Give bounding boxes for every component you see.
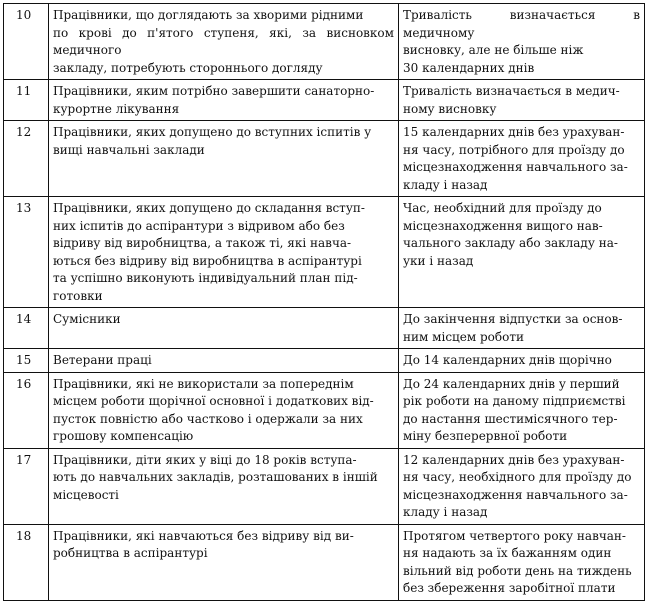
worker-category: Працівники, яких допущено до вступних іспитів у вищі навчальні заклади <box>49 121 399 197</box>
row-number: 10 <box>4 4 49 80</box>
leave-duration: До 14 календарних днів щорічно <box>399 349 645 373</box>
table-row <box>4 349 645 373</box>
worker-category: Сумісники <box>49 308 399 349</box>
row-number: 14 <box>4 308 49 349</box>
row-number: 13 <box>4 197 49 308</box>
leave-table <box>3 3 645 601</box>
row-number: 12 <box>4 121 49 197</box>
row-number: 15 <box>4 349 49 373</box>
table-row <box>4 448 645 524</box>
worker-category: Працівники, які не використали за попереднім місцем роботи щорічної основної і додаткових від- пусток повністю або частково і одержали за них грошову компенсацію <box>49 372 399 448</box>
row-number: 11 <box>4 80 49 121</box>
row-number: 18 <box>4 524 49 600</box>
leave-duration: Протягом четвертого року навчан- ня надають за їх бажанням один вільний від роботи день на тиждень без збереження заробітної плати <box>399 524 645 600</box>
leave-duration: 15 календарних днів без урахуван- ня часу, потрібного для проїзду до місцезнаходження навчального за- кладу і назад <box>399 121 645 197</box>
row-number: 16 <box>4 372 49 448</box>
row-number: 17 <box>4 448 49 524</box>
worker-category: Працівники, яким потрібно завершити санаторно- курортне лікування <box>49 80 399 121</box>
table-row <box>4 524 645 600</box>
table-row <box>4 197 645 308</box>
worker-category: Працівники, яких допущено до складання вступ- них іспитів до аспірантури з відривом або без відриву від виробництва, а також ті, які навча- ються без відриву від виробництва в аспірантурі та успішно виконують індивідуальний план під- готовки <box>49 197 399 308</box>
worker-category: Працівники, які навчаються без відриву від ви- робництва в аспірантурі <box>49 524 399 600</box>
leave-duration: 12 календарних днів без урахуван- ня часу, необхідного для проїзду до місцезнаходження навчального за- кладу і назад <box>399 448 645 524</box>
leave-duration: До закінчення відпустки за основ- ним місцем роботи <box>399 308 645 349</box>
leave-duration: Тривалість визначається в медичному висновку, але не більше ніж 30 календарних днів <box>399 4 645 80</box>
table-row <box>4 80 645 121</box>
leave-duration: До 24 календарних днів у перший рік роботи на даному підприємстві до настання шестимісячного тер- міну безперервної роботи <box>399 372 645 448</box>
table-row <box>4 4 645 80</box>
worker-category: Працівники, що доглядають за хворими рідними по крові до п'ятого ступеня, які, за висновком медичного закладу, потребують стороннього догляду <box>49 4 399 80</box>
table-row <box>4 121 645 197</box>
worker-category: Працівники, діти яких у віці до 18 років вступа- ють до навчальних закладів, розташованих в іншій місцевості <box>49 448 399 524</box>
leave-duration: Тривалість визначається в медич- ному висновку <box>399 80 645 121</box>
worker-category: Ветерани праці <box>49 349 399 373</box>
leave-duration: Час, необхідний для проїзду до місцезнаходження вищого нав- чального закладу або закладу на- уки і назад <box>399 197 645 308</box>
table-row <box>4 308 645 349</box>
table-row <box>4 372 645 448</box>
